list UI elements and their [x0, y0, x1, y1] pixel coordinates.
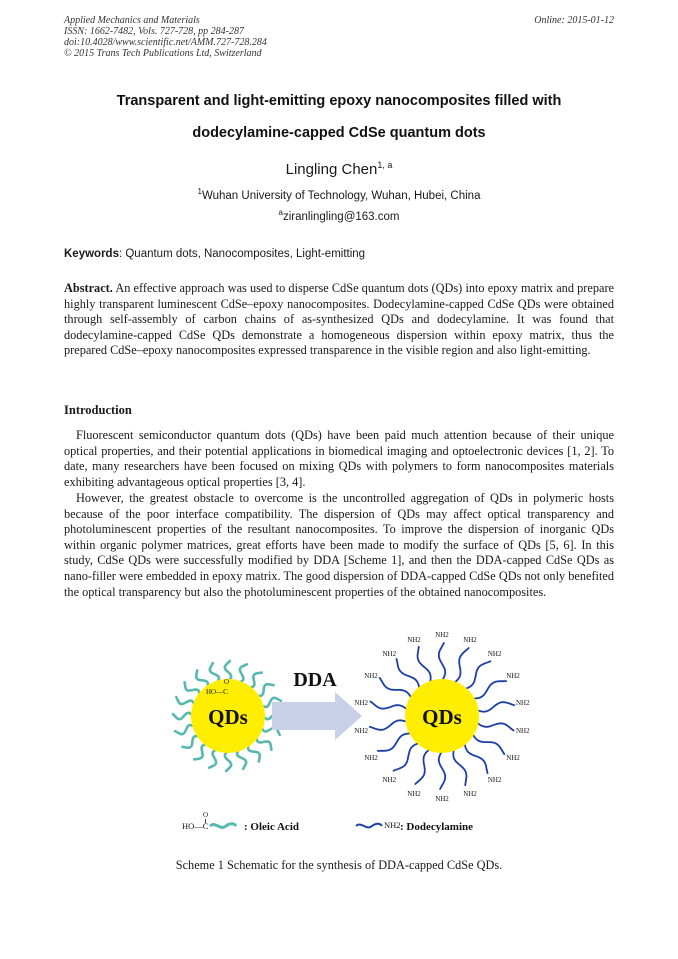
affiliation-sup: 1: [197, 187, 202, 196]
ligand-label: HO—C: [206, 688, 228, 696]
dda-ligand: [454, 648, 469, 683]
affiliation: [0, 187, 678, 202]
ligand-o-label: O: [224, 678, 230, 686]
keywords-label: Keywords: [64, 248, 119, 260]
oleic-ligand: [175, 725, 195, 734]
amine-label: NH2: [463, 635, 477, 644]
author-sup: 1, a: [377, 160, 393, 170]
legend-oleic-swatch: [210, 824, 236, 828]
amine-label: NH2: [506, 754, 520, 762]
reaction-arrow: [272, 692, 362, 740]
dda-ligand: [378, 734, 412, 751]
dda-ligand: [477, 702, 515, 712]
dda-ligand: [477, 722, 514, 730]
oleic-ligand: [256, 684, 273, 696]
legend-dda-label: : Dodecylamine: [400, 821, 474, 833]
oleic-ligand: [182, 736, 199, 748]
email-sup: a: [278, 208, 283, 217]
dda-ligand: [418, 647, 431, 683]
amine-label: NH2: [506, 672, 520, 680]
amine-label: NH2: [515, 698, 530, 707]
amine-label: NH2: [407, 790, 421, 799]
oleic-ligand: [239, 664, 247, 682]
title-line-1: Transparent and light-emitting epoxy nanocomposites filled with: [116, 93, 562, 109]
amine-label: NH2: [354, 698, 369, 707]
oleic-ligand: [194, 744, 207, 759]
amine-label: NH2: [382, 775, 397, 784]
copyright: © 2015 Trans Tech Publications Ltd, Switzerland: [64, 48, 262, 59]
email-text: ziranlingling@163.com: [282, 210, 400, 223]
oleic-ligand: [256, 737, 271, 750]
legend-oleic-label: : Oleic Acid: [244, 821, 299, 833]
oleic-ligand: [196, 670, 208, 687]
dda-ligand: [465, 661, 491, 689]
amine-label: NH2: [435, 631, 449, 639]
introduction-heading: Introduction: [64, 403, 132, 417]
issn: ISSN: 1662-7482, Vols. 727-728, pp 284-287: [64, 26, 244, 37]
amine-label: NH2: [435, 795, 449, 803]
scheme-diagram: [150, 622, 530, 842]
amine-label: NH2: [382, 650, 397, 659]
abstract: [64, 281, 614, 359]
dda-ligand: [439, 751, 445, 789]
dda-ligand: [397, 659, 420, 689]
oleic-ligand: [209, 749, 217, 767]
amine-label: NH2: [364, 672, 378, 680]
intro-paragraph-2: However, the greatest obstacle to overcome is the uncontrolled aggregation of QDs in polymeric hosts because of the poor interface compatibility. The dispersion of QDs may affect optical transparency and photoluminescent properties of the resultant nanocomposites. To improve the dispersion of inorganic QDs within organic polymer matrices, great efforts have been made to modify the surface of QDs [5, 6]. In this study, CdSe QDs were successfully modified by DDA [Scheme 1], and then the DDA-capped CdSe QDs as nano-filler were embedded in epoxy matrix. The good dispersion of DDA-capped CdSe QDs not only benefited the optical transparency but also the photoluminescent properties of the obtained nanocomposites.: [64, 491, 614, 599]
scheme-caption: Scheme 1 Schematic for the synthesis of DDA-capped CdSe QDs.: [175, 858, 503, 872]
oleic-ligand: [237, 749, 246, 769]
dda-ligand: [380, 678, 412, 699]
author-name: Lingling Chen: [285, 161, 378, 178]
journal-header: [64, 15, 267, 59]
oleic-ligand: [249, 673, 262, 688]
dda-ligand: [472, 681, 506, 698]
online-date: Online: 2015-01-12: [534, 15, 614, 26]
dda-ligand: [465, 743, 488, 773]
dda-ligand: [394, 743, 420, 771]
email: [0, 208, 678, 223]
journal-name: Applied Mechanics and Materials: [64, 15, 200, 26]
amine-label: NH2: [354, 727, 369, 736]
amine-label: NH2: [515, 727, 530, 736]
amine-label: NH2: [407, 635, 421, 644]
oleic-ligand: [248, 744, 260, 761]
legend-dda-swatch: [356, 824, 382, 828]
amine-label: NH2: [487, 650, 502, 659]
legend-oleic-formula: HO—C: [182, 821, 209, 831]
affiliation-text: Wuhan University of Technology, Wuhan, Hubei, China: [201, 189, 481, 202]
oleic-ligand: [185, 682, 200, 695]
dda-ligand: [370, 720, 408, 730]
doi: doi:10.4028/www.scientific.net/AMM.727-728.284: [64, 37, 267, 48]
abstract-text: An effective approach was used to disperse CdSe quantum dots (QDs) into epoxy matrix and prepare highly transparent luminescent CdSe–epoxy nanocomposites. Dodecylamine-capped CdSe QDs were obtained through self-assembly of carbon chains of as-synthesized QDs and dodecylamine. It was found that dodecylamine-capped CdSe QDs demonstrate a homogeneous dispersion within epoxy matrix, thus the prepared CdSe–epoxy nanocomposites expressed transparence in the visible region and also light-emitting.: [64, 281, 614, 358]
dda-ligand: [415, 749, 430, 784]
amine-label: NH2: [463, 790, 477, 799]
oleic-ligand: [225, 751, 231, 771]
legend-dda-formula: NH2: [384, 820, 401, 830]
arrow-label: DDA: [293, 669, 337, 691]
amine-label: NH2: [487, 775, 502, 784]
oleic-ligand: [210, 663, 219, 683]
qd-right-label: QDs: [422, 705, 462, 729]
dda-ligand: [453, 749, 466, 785]
dda-ligand: [370, 702, 407, 710]
qd-left-label: QDs: [208, 705, 248, 729]
author: [0, 160, 678, 178]
keywords-text: : Quantum dots, Nanocomposites, Light-emitting: [118, 248, 366, 260]
dda-ligand: [472, 734, 504, 755]
abstract-label: Abstract.: [64, 281, 113, 295]
legend-oleic-o: O: [203, 811, 209, 819]
intro-paragraph-1: Fluorescent semiconductor quantum dots (QDs) have been paid much attention because of their unique optical properties, and their potential applications in biomedical imaging and optoelectronic devices [1, 2]. To date, many researchers have been focused on mixing QDs with polymers to form nanocomposites materials exhibiting advantageous optical properties [3, 4].: [64, 428, 614, 489]
oleic-ligand: [176, 697, 194, 705]
dda-ligand: [439, 643, 445, 681]
oleic-ligand: [173, 713, 193, 719]
title-line-2: dodecylamine-capped CdSe quantum dots: [192, 125, 486, 141]
amine-label: NH2: [364, 754, 378, 762]
keywords: [64, 248, 365, 260]
